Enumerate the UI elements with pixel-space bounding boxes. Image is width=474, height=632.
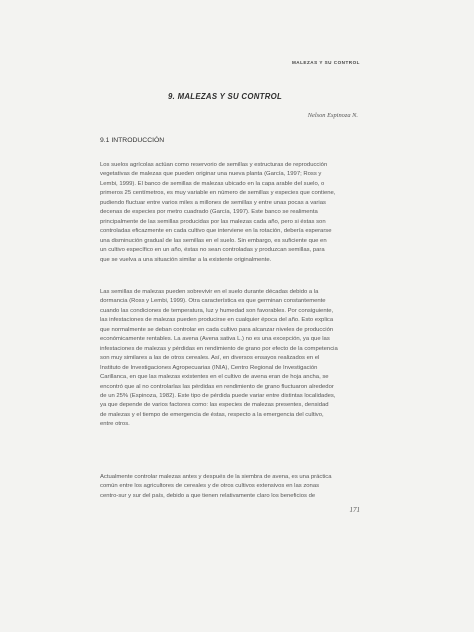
paragraph-line: económicamente rentables. La avena (Avena sativa L.) no es una excepción, ya que las xyxy=(100,336,330,343)
paragraph-1 xyxy=(100,161,362,265)
paragraph-line: un cultivo específico en un año, éstas no sean controladas y produzcan semillas, para xyxy=(100,247,325,254)
paragraph-line: Carillanca, en que las malezas existentes en el cultivo de avena eran de hoja ancha, se xyxy=(100,374,329,381)
paragraph-line: son muy similares a las de otros cereales. Así, en diversos ensayos realizados en el xyxy=(100,355,320,362)
page-number: 171 xyxy=(349,506,360,514)
paragraph-line: de un 25% (Espinoza, 1982). Este tipo de pérdida puede variar entre distintas localidades, xyxy=(100,392,336,399)
paragraph-line: Actualmente controlar malezas antes y después de la siembra de avena, es una práctica xyxy=(100,474,332,480)
paragraph-line: infestaciones de malezas y pérdidas en rendimiento de grano por efecto de la competencia xyxy=(100,345,338,352)
paragraph-line: primeros 25 centímetros, es muy variable en número de semillas y especies que contiene, xyxy=(100,190,336,197)
paragraph-line: controladas eficazmente en cada cultivo que interviene en la rotación, debería esperarse xyxy=(100,228,332,235)
paragraph-line: vegetativas de malezas que pueden originar una nueva planta (García, 1997; Ross y xyxy=(100,171,322,178)
paragraph-line: pudiendo fluctuar entre varios miles a millones de semillas y entre unas pocas a varias xyxy=(100,199,326,206)
paragraph-line: común entre los agricultores de cereales y de otros cultivos extensivos en las zonas xyxy=(100,483,320,490)
running-head: MALEZAS Y SU CONTROL xyxy=(291,60,360,65)
paragraph-line: encontró que al no controlarlas las pérdidas en rendimiento de grano fluctuaron alrededor xyxy=(100,383,334,390)
paragraph-line: de malezas y el tiempo de emergencia de éstas, respecto a la emergencia del cultivo, xyxy=(100,411,324,418)
paragraph-line: cuando las condiciones de temperatura, luz y humedad son favorables. Por consiguiente, xyxy=(100,307,334,314)
paragraph-line: principalmente de las semillas producidas por las malezas cada año, pero si éstas son xyxy=(100,218,326,225)
paragraph-2 xyxy=(100,288,362,430)
section-heading: 9.1 INTRODUCCIÓN xyxy=(100,137,165,144)
paragraph-line: dormancia (Ross y Lembi, 1999). Otra característica es que germinan constantemente xyxy=(100,298,326,305)
paragraph-line: Los suelos agrícolas actúan como reservorio de semillas y estructuras de reproducción xyxy=(100,162,328,168)
author-name: Nelson Espinoza N. xyxy=(307,112,358,119)
paragraph-line: entre otros. xyxy=(100,421,130,428)
paragraph-line: Lembi, 1999). El banco de semillas de malezas ubicado en la capa arable del suelo, o xyxy=(100,180,325,187)
paragraph-line: las infestaciones de malezas pueden producirse en cualquier época del año. Esto explica xyxy=(100,317,334,324)
paragraph-line: que normalmente se deban controlar en cada cultivo para alcanzar niveles de producción xyxy=(100,326,334,333)
paragraph-line: Instituto de Investigaciones Agropecuarias (INIA), Centro Regional de Investigación xyxy=(100,364,318,371)
paragraph-3 xyxy=(100,473,362,501)
paragraph-line: Las semillas de malezas pueden sobrevivir en el suelo durante décadas debido a la xyxy=(100,289,319,295)
paragraph-line: una disminución gradual de las semillas en el suelo. Sin embargo, es suficiente que en xyxy=(100,237,327,244)
paragraph-line: que se vuelva a una situación similar a la existente originalmente. xyxy=(100,256,272,263)
paragraph-line: ya que depende de varios factores como: las especies de malezas presentes, densidad xyxy=(100,402,329,409)
paragraph-line: decenas de especies por metro cuadrado (García, 1997). Este banco se realimenta xyxy=(100,209,318,216)
chapter-title: 9. MALEZAS Y SU CONTROL xyxy=(168,92,283,101)
paragraph-line: centro-sur y sur del país, debido a que tienen relativamente claro los beneficios de xyxy=(100,492,316,499)
